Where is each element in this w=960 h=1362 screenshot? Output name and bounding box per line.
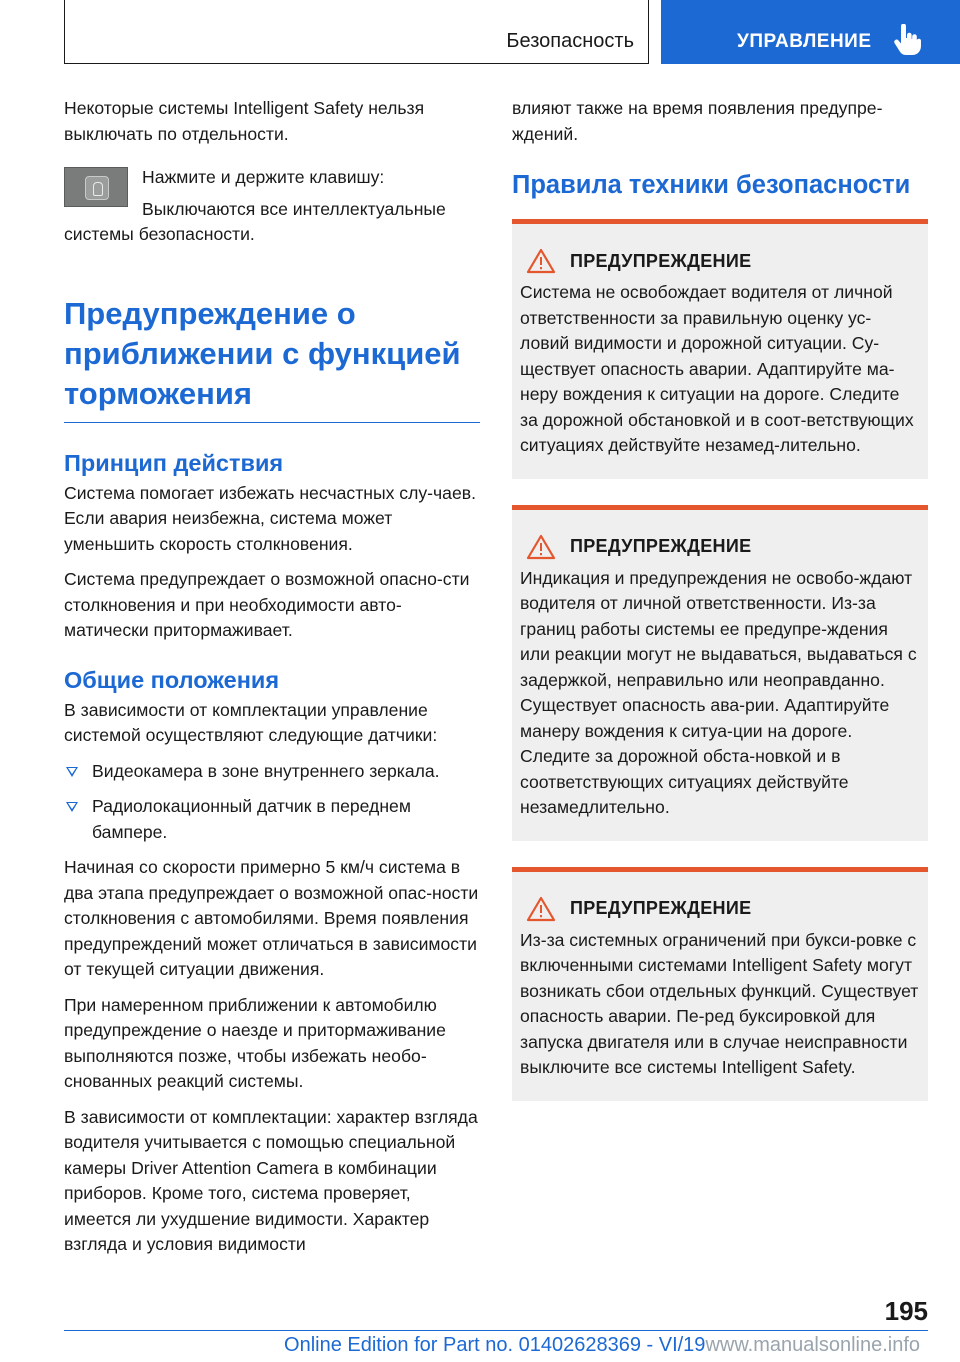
subheading-principle: Принцип действия (64, 449, 284, 476)
left-column (64, 96, 480, 1268)
button-instruction (64, 165, 480, 248)
bullet-triangle-icon (66, 802, 78, 812)
button-instruction-line1: Нажмите и держите клавишу: (142, 167, 385, 187)
warning-triangle-icon (526, 534, 556, 560)
footer-edition (0, 1334, 928, 1357)
general-paragraph-4: В зависимости от комплектации: характер взгляда водителя учитывается с помощью специальной камеры Driver Attention Camera в комбинации приборов. Кроме того, система проверяет, имеется ли ухудшение видимости. Характер взгляда и условия видимости (64, 1106, 478, 1254)
section-heading: Предупреждение о приближении с функцией торможения (64, 294, 480, 423)
principle-paragraph-1: Система помогает избежать несчастных слу-чаев. Если авария неизбежна, система может уменьшить скорость столкновения. (64, 482, 476, 554)
safety-rules-heading: Правила техники безопасности (512, 171, 911, 199)
principle-paragraph-2: Система предупреждает о возможной опасно-сти столкновения и при необходимости авто-матически притормаживает. (64, 569, 470, 640)
button-instruction-line2: Выключаются все интеллектуальные системы безопасности. (64, 198, 446, 244)
watermark-text: www.manualsonline.info (705, 1334, 920, 1356)
warning-title: ПРЕДУПРЕЖДЕНИЕ (570, 898, 752, 918)
pointing-hand-icon (893, 24, 921, 56)
warning-title: ПРЕДУПРЕЖДЕНИЕ (570, 536, 752, 556)
warning-box-3 (512, 867, 928, 1101)
subheading-general: Общие положения (64, 666, 280, 693)
footer-divider (64, 1330, 928, 1331)
intelligent-safety-button-image (64, 167, 128, 207)
warning-text: Из-за системных ограничений при букси-ровке с включенными системами Intelligent Safety могут возникать сбои отдельных функций. Существует опасность аварии. Пе-ред буксировкой для запуска двигателя или в случае неисправности выключите все системы Intelligent Safety. (520, 929, 919, 1077)
safety-button-icon (85, 176, 109, 200)
intro-paragraph: Некоторые системы Intelligent Safety нельзя выключать по отдельности. (64, 98, 425, 144)
list-item: Радиолокационный датчик в переднем бампере. (64, 794, 480, 845)
page-number: 195 (884, 1296, 928, 1326)
warning-title: ПРЕДУПРЕЖДЕНИЕ (570, 250, 752, 271)
continued-paragraph: влияют также на время появления предупре-ждений. (512, 98, 883, 144)
bullet-triangle-icon (66, 767, 78, 777)
warning-triangle-icon (526, 896, 556, 922)
sensor-list (64, 759, 480, 846)
header-section-box (64, 0, 649, 64)
warning-text: Индикация и предупреждения не освобо-ждают водителя от личной ответственности. Из-за границ работы системы ее предупре-ждения или реакции могут не выдаваться, выдаваться с задержкой, неправильно или неоправданно. Существует опасность ава-рии. Адаптируйте манеру вождения к ситуа-ции на дороге. Следите за дорожной обста-новкой и в соответствующих ситуациях действуйте незамедлительно. (520, 567, 917, 817)
header-section-title: Безопасность (506, 30, 634, 52)
general-paragraph-1: В зависимости от комплектации управление системой осуществляют следующие датчики: (64, 699, 438, 745)
warning-text: Система не освобождает водителя от личной ответственности за правильную оценку ус-ловий видимости и дорожной ситуации. Су-ществует опасность аварии. Адаптируйте ма-неру вождения к ситуации на дороге. Следите за дорожной обстановкой и в соот-ветствующих ситуациях действуйте незамед-лительно. (520, 282, 914, 455)
list-item: Видеокамера в зоне внутреннего зеркала. (64, 759, 480, 785)
general-paragraph-2: Начиная со скорости примерно 5 км/ч система в два этапа предупреждает о возможной опас-ности столкновения с автомобилями. Время появления предупреждений может отличаться в зависимости от текущей ситуации движения. (64, 857, 479, 979)
header-chapter-tab[interactable] (661, 0, 960, 64)
right-column (512, 96, 928, 1127)
warning-box-1 (512, 219, 928, 479)
warning-box-2 (512, 505, 928, 841)
edition-text: Online Edition for Part no. 01402628369 - VI/19 (284, 1334, 706, 1356)
warning-triangle-icon (526, 248, 556, 274)
header-chapter-title: УПРАВЛЕНИЕ (737, 31, 872, 52)
general-paragraph-3: При намеренном приближении к автомобилю предупреждение о наезде и притормаживание выполняются позже, чтобы избежать необо-снованных реакций системы. (64, 994, 446, 1091)
